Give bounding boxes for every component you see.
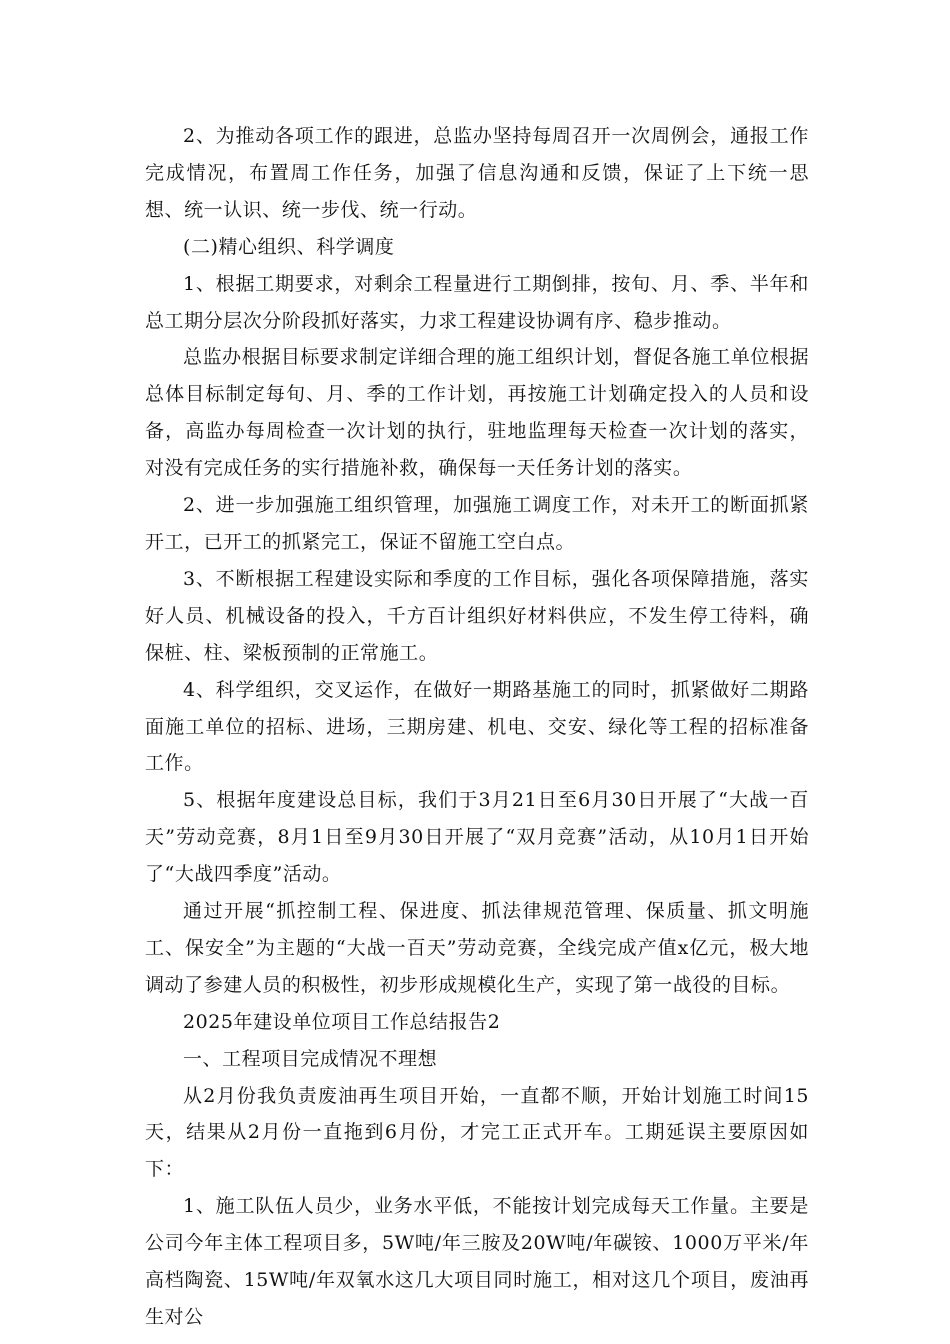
report-title: 2025年建设单位项目工作总结报告2 xyxy=(183,1010,501,1033)
section-heading-project-status: 一、工程项目完成情况不理想 xyxy=(183,1047,438,1070)
paragraph-safeguard-measures: 3、不断根据工程建设实际和季度的工作目标，强化各项保障措施，落实好人员、机械设备的投入，千方百计组织好材料供应，不发生停工待料，确保桩、柱、梁板预制的正常施工。 xyxy=(145,567,809,664)
paragraph-construction-team: 1、施工队伍人员少，业务水平低，不能按计划完成每天工作量。主要是公司今年主体工程项目多，5W吨/年三胺及20W吨/年碳铵、1000万平米/年高档陶瓷、15W吨/年双氧水这几大项目同时施工，相对这几个项目，废油再生对公 xyxy=(145,1195,809,1328)
paragraph-oil-regeneration: 从2月份我负责废油再生项目开始，一直都不顺，开始计划施工时间15天，结果从2月份一直拖到6月份，才完工正式开车。工期延误主要原因如下： xyxy=(145,1084,809,1181)
paragraph-construction-management: 2、进一步加强施工组织管理，加强施工调度工作，对未开工的断面抓紧开工，已开工的抓紧完工，保证不留施工空白点。 xyxy=(145,494,809,553)
section-heading-organization: (二)精心组织、科学调度 xyxy=(183,235,395,258)
paragraph-weekly-meeting: 2、为推动各项工作的跟进，总监办坚持每周召开一次周例会，通报工作完成情况，布置周工作任务，加强了信息沟通和反馈，保证了上下统一思想、统一认识、统一步伐、统一行动。 xyxy=(145,125,809,221)
paragraph-competition-results: 通过开展“抓控制工程、保进度、抓法律规范管理、保质量、抓文明施工、保安全”为主题的“大战一百天”劳动竞赛，全线完成产值x亿元，极大地调动了参建人员的积极性，初步形成规模化生产，实现了第一战役的目标。 xyxy=(145,900,809,996)
paragraph-construction-plan: 总监办根据目标要求制定详细合理的施工组织计划，督促各施工单位根据总体目标制定每旬、月、季的工作计划，再按施工计划确定投入的人员和设备，高监办每周检查一次计划的执行，驻地监理每天检查一次计划的落实，对没有完成任务的实行措施补救，确保每一天任务计划的落实。 xyxy=(145,346,809,480)
paragraph-cross-operation: 4、科学组织，交叉运作，在做好一期路基施工的同时，抓紧做好二期路面施工单位的招标、进场，三期房建、机电、交安、绿化等工程的招标准备工作。 xyxy=(145,678,809,775)
paragraph-labor-competition: 5、根据年度建设总目标，我们于3月21日至6月30日开展了“大战一百天”劳动竞赛，8月1日至9月30日开展了“双月竞赛”活动，从10月1日开始了“大战四季度”活动。 xyxy=(145,789,809,886)
paragraph-schedule-reverse: 1、根据工期要求，对剩余工程量进行工期倒排，按旬、月、季、半年和总工期分层次分阶段抓好落实，力求工程建设协调有序、稳步推动。 xyxy=(145,272,809,332)
document-body xyxy=(145,118,809,1336)
